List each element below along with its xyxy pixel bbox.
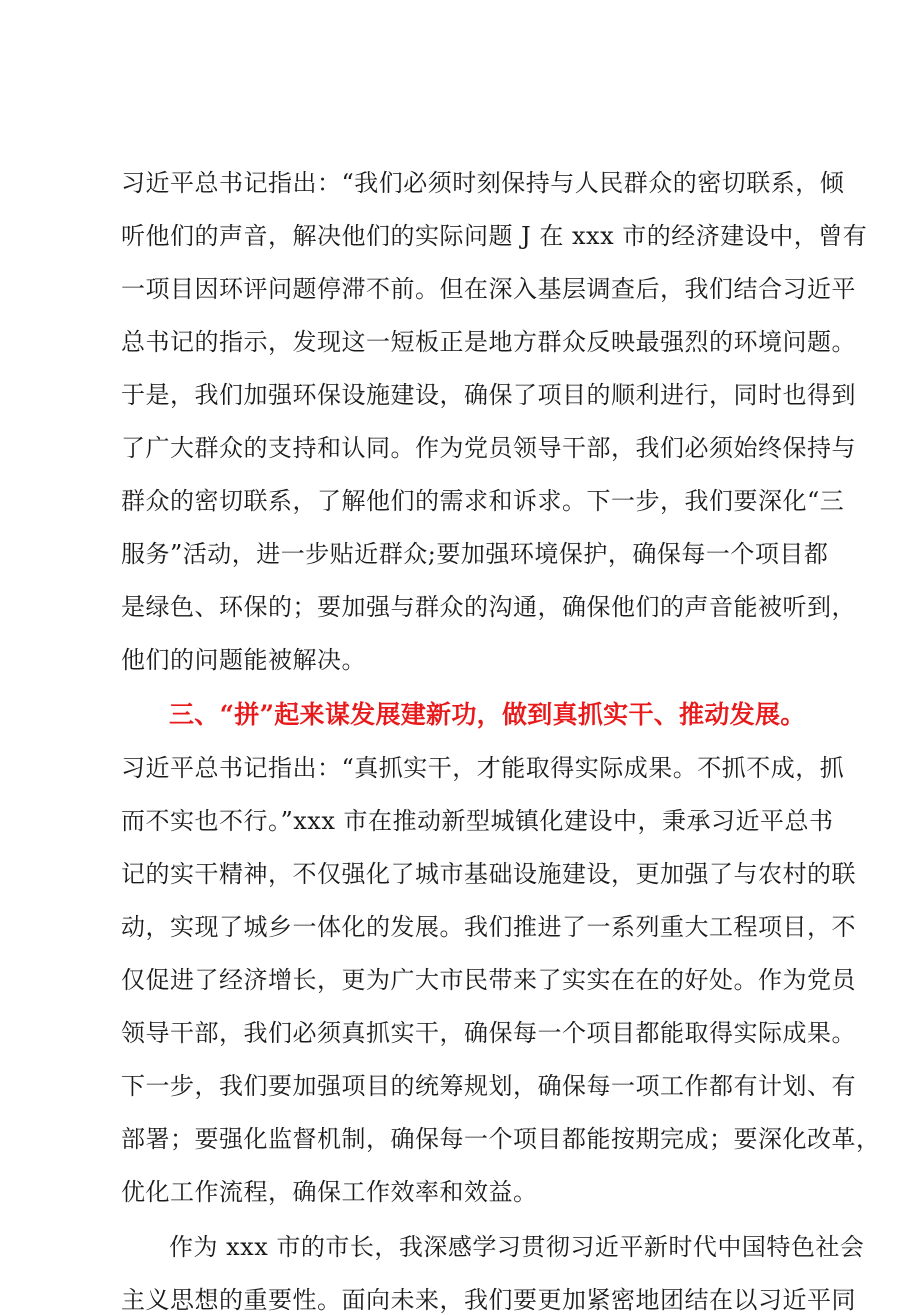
paragraph-1-line-3: 一项目因环评问题停滞不前。但在深入基层调查后，我们结合习近平 xyxy=(121,275,856,303)
section-heading-3: 三、“拼”起来谋发展建新功，做到真抓实干、推动发展。 xyxy=(169,700,806,729)
paragraph-1-line-8: 服务”活动，进一步贴近群众;要加强环境保护，确保每一个项目都 xyxy=(121,540,829,568)
paragraph-1-line-4: 总书记的指示，发现这一短板正是地方群众反映最强烈的环境问题。 xyxy=(121,328,856,356)
paragraph-2-line-8: 部署；要强化监督机制，确保每一个项目都能按期完成；要深化改革， xyxy=(121,1125,881,1153)
paragraph-3-line-1: 作为 xxx 市的市长，我深感学习贯彻习近平新时代中国特色社会 xyxy=(169,1233,865,1261)
paragraph-1-line-9: 是绿色、环保的；要加强与群众的沟通，确保他们的声音能被听到， xyxy=(121,593,856,621)
paragraph-3-line-2: 主义思想的重要性。面向未来，我们要更加紧密地团结在以习近平同 xyxy=(121,1286,856,1314)
paragraph-2-line-9: 优化工作流程，确保工作效率和效益。 xyxy=(121,1178,538,1206)
paragraph-1-line-10: 他们的问题能被解决。 xyxy=(121,646,366,674)
paragraph-1-line-7: 群众的密切联系，了解他们的需求和诉求。下一步，我们要深化“三 xyxy=(121,487,845,515)
paragraph-2-line-6: 领导干部，我们必须真抓实干，确保每一个项目都能取得实际成果。 xyxy=(121,1019,856,1047)
paragraph-2-line-7: 下一步，我们要加强项目的统筹规划，确保每一项工作都有计划、有 xyxy=(121,1072,856,1100)
paragraph-2-line-2: 而不实也不行。”xxx 市在推动新型城镇化建设中，秉承习近平总书 xyxy=(121,807,834,835)
paragraph-1-line-1: 习近平总书记指出：“我们必须时刻保持与人民群众的密切联系，倾 xyxy=(121,169,845,197)
paragraph-2-line-5: 仅促进了经济增长，更为广大市民带来了实实在在的好处。作为党员 xyxy=(121,966,856,994)
paragraph-2-line-1: 习近平总书记指出：“真抓实干，才能取得实际成果。不抓不成，抓 xyxy=(121,754,845,782)
paragraph-2-line-3: 记的实干精神，不仅强化了城市基础设施建设，更加强了与农村的联 xyxy=(121,860,856,888)
paragraph-1-line-2: 听他们的声音，解决他们的实际问题 J 在 xxx 市的经济建设中，曾有 xyxy=(121,222,868,250)
paragraph-1-line-6: 了广大群众的支持和认同。作为党员领导干部，我们必须始终保持与 xyxy=(121,434,856,462)
paragraph-2-line-4: 动，实现了城乡一体化的发展。我们推进了一系列重大工程项目，不 xyxy=(121,913,856,941)
paragraph-1-line-5: 于是，我们加强环保设施建设，确保了项目的顺利进行，同时也得到 xyxy=(121,381,856,409)
